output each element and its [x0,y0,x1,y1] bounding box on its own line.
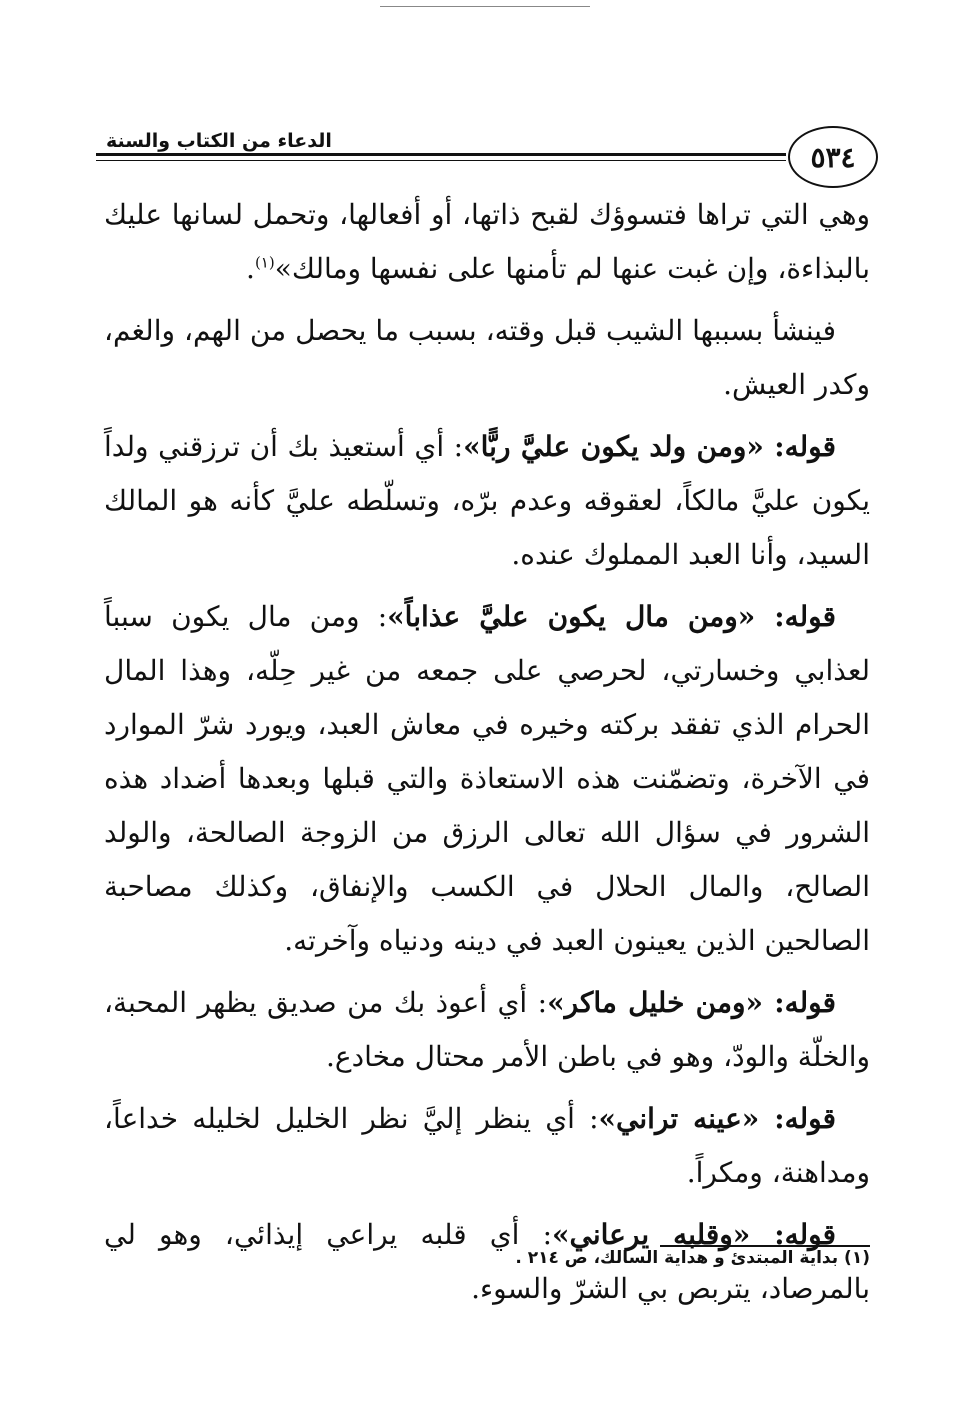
paragraph-text: : أي أعوذ بك من صديق يظهر المحبة، والخلّة والودّ، وهو في باطن الأمر محتال مخادع. [104,986,870,1073]
paragraph-text: : أي قلبه يراعي إيذائي، وهو لي بالمرصاد، يتربص بي الشرّ والسوء. [104,1218,870,1305]
quoted-phrase: قوله: «عينه تراني» [598,1102,836,1135]
footnote: (١) بداية المبتدئ و هداية السالك، ص ٢١٤ . [515,1248,870,1268]
footnote-marker: (١) [254,253,275,272]
quoted-phrase: قوله: «وقلبه يرعاني» [552,1218,836,1251]
paragraph-text: وهي التي تراها فتسوؤك لقبح ذاتها، أو أفعالها، وتحمل لسانها عليك بالبذاءة، وإن غبت عنها لم تأمنها على نفسها ومالك» [104,198,870,285]
paragraph-tail: . [246,252,255,285]
paragraph-text: : ومن مال يكون سبباً لعذابي وخسارتي، لحرصي على جمعه من غير حِلّه، وهذا المال الحرام الذي تفقد بركته وخيره في معاش العبد، ويورد شرّ الموارد في الآخرة، وتضمّنت هذه الاستعاذة والتي قبلها وبعدها أضداد هذه الشرور في سؤال الله تعالى الرزق من الزوجة الصالحة، والولد الصالح، والمال الحلال في الكسب والإنفاق، وكذلك مصاحبة الصالحين الذين يعينون العبد في دينه ودنياه وآخرته. [104,600,871,957]
header-rule-thin [96,160,786,161]
paragraph-5 [104,976,870,1084]
running-title: الدعاء من الكتاب والسنة [106,130,332,152]
header-rule [96,153,786,156]
quoted-phrase: قوله: «ومن خليل ماكر» [547,986,836,1019]
paragraph-4 [104,590,870,968]
quoted-phrase: قوله: «ومن ولد يكون عليَّ ربًّا» [463,430,836,463]
paragraph-3 [104,420,870,582]
paragraph-2 [104,304,870,412]
top-edge-rule [380,6,590,7]
footnote-rule [660,1245,870,1247]
quoted-phrase: قوله: «ومن مال يكون عليَّ عذاباً» [387,600,837,633]
paragraph-text: : أي أستعيذ بك أن ترزقني ولداً يكون عليَّ مالكاً، لعقوقه وعدم برّه، وتسلّطه عليَّ كأنه هو المالك السيد، وأنا العبد المملوك عنده. [104,430,870,571]
main-text [104,188,870,1324]
paragraph-1 [104,188,870,296]
page-number: ٥٣٤ [810,140,856,174]
paragraph-text: فينشأ بسببها الشيب قبل وقته، بسبب ما يحصل من الهم، والغم، وكدر العيش. [104,314,870,401]
paragraph-6 [104,1092,870,1200]
paragraph-text: : أي ينظر إليَّ نظر الخليل لخليله خداعاً، ومداهنة، ومكراً. [104,1102,870,1189]
page-number-badge [788,126,878,188]
